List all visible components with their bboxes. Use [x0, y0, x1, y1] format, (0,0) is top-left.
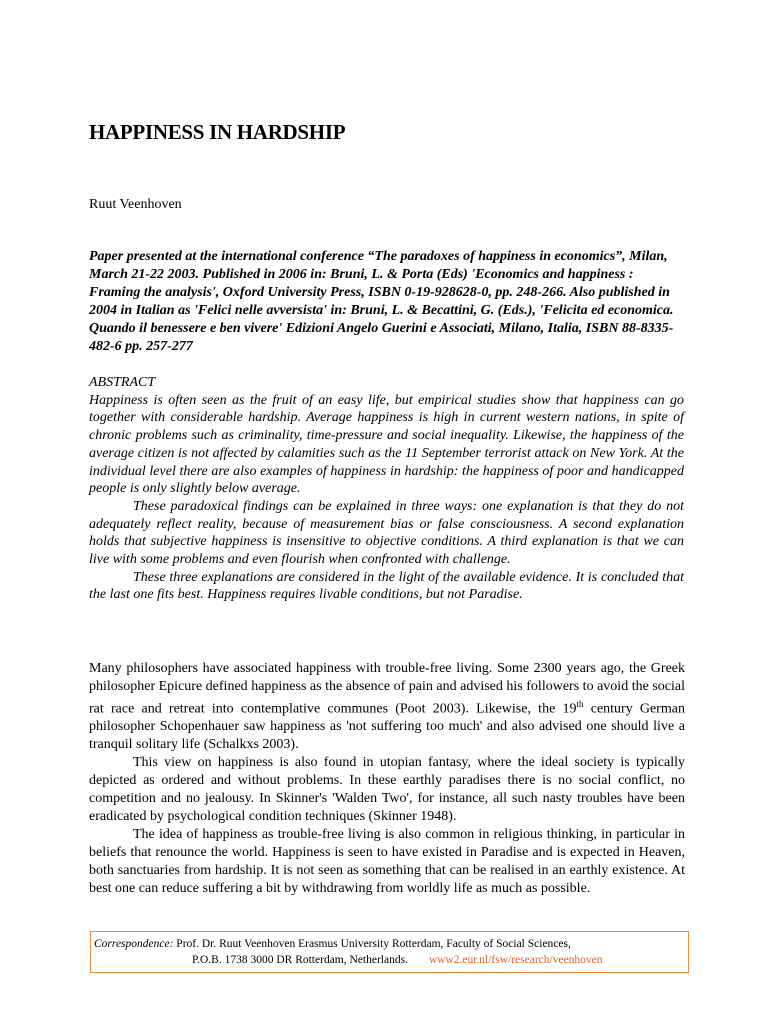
correspondence-label: Correspondence:	[94, 938, 174, 950]
correspondence-line-2	[94, 952, 688, 968]
body-text-span: Many philosophers have associated happiness with trouble-free living. Some 2300 years ago, the Greek philosopher Epicure defined happiness as the absence of pain and advised his followers to avoid the social rat race and retreat into contemplative communes (Poot 2003). Likewise, the 19	[89, 661, 685, 717]
correspondence-postal: P.O.B. 1738 3000 DR Rotterdam, Netherlands.	[192, 954, 408, 966]
publication-note: Paper presented at the international conference “The paradoxes of happiness in economics”, Milan, March 21-22 2003. Published in 2006 in: Bruni, L. & Porta (Eds) 'Economics and happiness : Framing the analysis', Oxford University Press, ISBN 0-19-928628-0, pp. 248-266. Also published in 2004 in Italian as 'Felici nelle avversista' in: Bruni, L. & Becattini, G. (Eds.), 'Felicita ed economica. Quando il benessere e ben vivere' Edizioni Angelo Guerini e Associati, Milano, Italia, ISBN 88-8335-482-6 pp. 257-277	[89, 249, 674, 354]
body-paragraph: The idea of happiness as trouble-free living is also common in religious thinking, in particular in beliefs that renounce the world. Happiness is seen to have existed in Paradise and is expected in Heaven, both sanctuaries from hardship. It is not seen as something that can be realised in an earthly existence. At best one can reduce suffering a bit by withdrawing from worldly life as much as possible.	[89, 826, 685, 896]
author-name: Ruut Veenhoven	[89, 197, 182, 212]
superscript: th	[576, 698, 584, 709]
correspondence-line-1	[94, 936, 688, 952]
abstract-paragraph: Happiness is often seen as the fruit of an easy life, but empirical studies show that happiness can go together with considerable hardship. Average happiness is high in current western nations, in spite of chronic problems such as criminality, time-pressure and social inequality. Likewise, the happiness of the average citizen is not affected by calamities such as the 11 September terrorist attack on New York. At the individual level there are also examples of happiness in hardship: the happiness of poor and handicapped people is only slightly below average.	[89, 392, 684, 497]
website-link[interactable]: www2.eur.nl/fsw/research/veenhoven	[428, 954, 603, 966]
correspondence-address: Prof. Dr. Ruut Veenhoven Erasmus University Rotterdam, Faculty of Social Sciences,	[176, 938, 571, 950]
abstract-section	[89, 374, 684, 604]
body-section	[89, 660, 685, 897]
body-text-span: century German philosopher Schopenhauer saw happiness as 'not suffering too much' and also advised one should live a tranquil solitary life (Schalkxs 2003).	[89, 701, 686, 753]
abstract-paragraph: These three explanations are considered in the light of the available evidence. It is concluded that the last one fits best. Happiness requires livable conditions, but not Paradise.	[89, 569, 684, 603]
paper-title: HAPPINESS IN HARDSHIP	[89, 120, 346, 144]
body-paragraph: This view on happiness is also found in utopian fantasy, where the ideal society is typically depicted as ordered and without problems. In these earthly paradises there is no social conflict, no competition and no jealousy. In Skinner's 'Walden Two', for instance, all such nasty troubles have been eradicated by psychological condition techniques (Skinner 1948).	[89, 755, 685, 824]
abstract-heading: ABSTRACT	[89, 375, 156, 390]
abstract-paragraph: These paradoxical findings can be explained in three ways: one explanation is that they do not adequately reflect reality, because of measurement bias or false consciousness. A second explanation holds that subjective happiness is insensitive to objective conditions. A third explanation is that we can live with some problems and even flourish when confronted with challenge.	[89, 498, 684, 568]
correspondence-box	[90, 931, 689, 973]
body-paragraph	[89, 660, 685, 754]
